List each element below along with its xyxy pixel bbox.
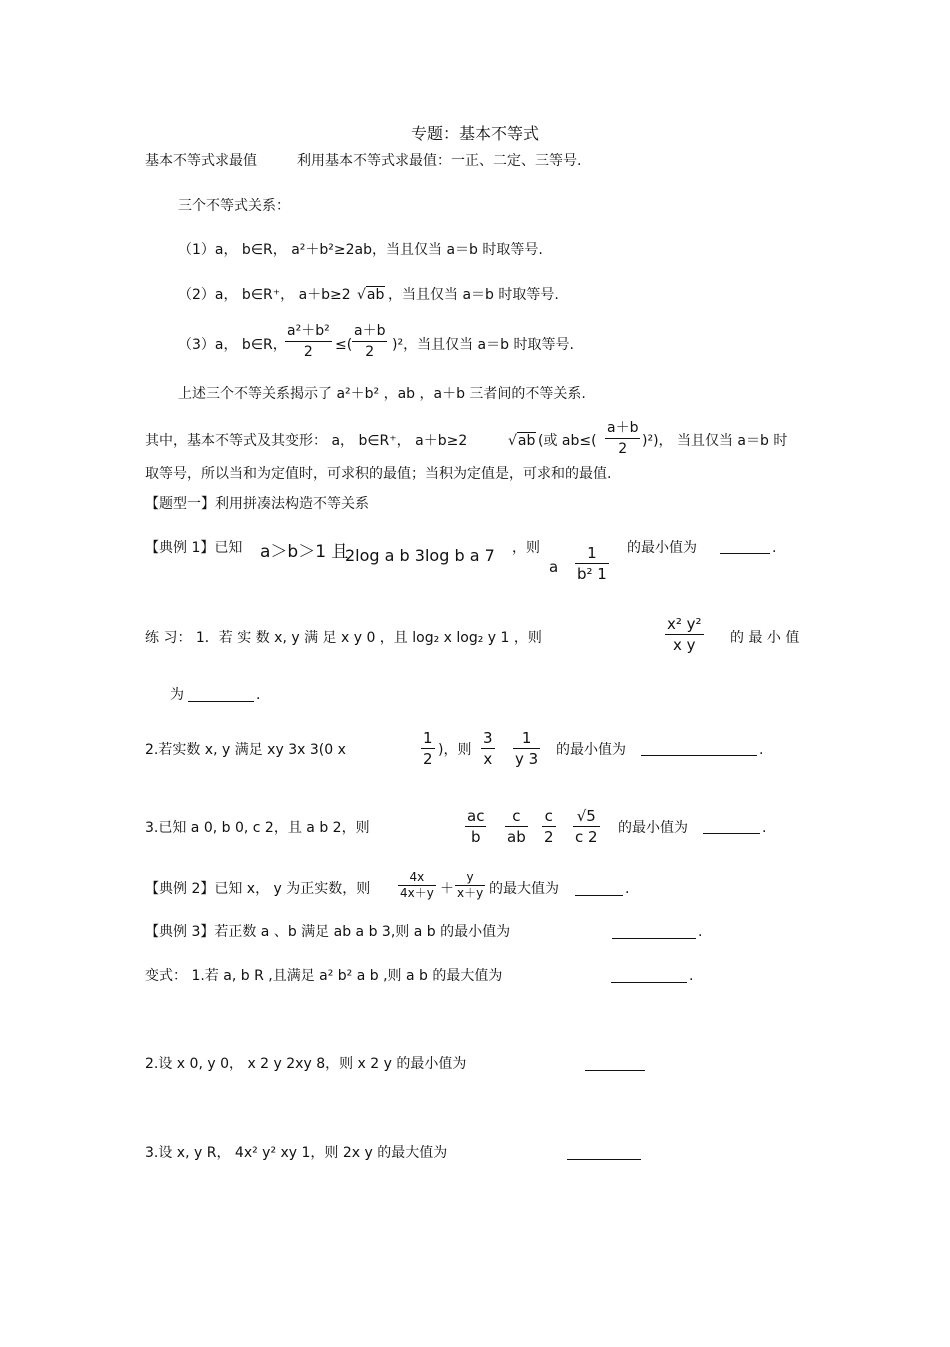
- fraction-denominator: 2: [365, 344, 375, 360]
- relation-2-radicand: ab: [366, 287, 385, 303]
- example-1-condition: a＞b＞1 且: [260, 542, 349, 562]
- relation-2-sqrt: √ab: [357, 287, 385, 303]
- fraction-denominator: b² 1: [577, 565, 607, 583]
- practice-2-end: .: [759, 742, 764, 758]
- page-title: 专题：基本不等式: [410, 124, 539, 143]
- fraction-numerator: y: [455, 870, 485, 886]
- relation-3-mid: ≤(: [335, 337, 353, 353]
- practice-2-tail: 的最小值为: [556, 742, 626, 758]
- answer-blank[interactable]: [641, 754, 757, 756]
- fraction-denominator: x: [483, 750, 493, 768]
- practice-3-pre: 3.已知 a 0, b 0, c 2，且 a b 2，则: [145, 820, 370, 836]
- example-2-fraction-1: [398, 870, 436, 901]
- example-2-pre: 【典例 2】已知 x， y 为正实数，则: [145, 881, 371, 897]
- fraction-denominator: y 3: [515, 750, 539, 768]
- practice-3-fraction-1: [465, 806, 486, 847]
- example-1-fraction: [575, 543, 609, 584]
- relation-3-pre: （3）a， b∈R，: [178, 337, 287, 353]
- relations-summary: 上述三个不等关系揭示了 a²＋b² ，ab ，a＋b 三者间的不等关系.: [178, 386, 586, 402]
- fraction-numerator: 4x: [398, 870, 436, 886]
- practice-3-fraction-2: [505, 806, 528, 847]
- practice-1-line-2: 为: [170, 687, 184, 703]
- intro-label: 基本不等式求最值: [145, 153, 257, 169]
- variant-sqrt: √ab: [508, 433, 536, 449]
- fraction-numerator: 1: [513, 728, 540, 749]
- fraction-denominator: x＋y: [457, 886, 484, 900]
- variant-line-2: 取等号，所以当和为定值时，可求积的最值；当积为定值是，可求和的最值.: [145, 466, 612, 482]
- practice-3-fraction-3: [542, 806, 556, 847]
- fraction-numerator: c: [542, 806, 556, 827]
- practice-1-tail: 的 最 小 值: [730, 630, 800, 646]
- practice-2-pre: 2.若实数 x, y 满足 xy 3x 3(0 x: [145, 742, 346, 758]
- fraction-numerator: a＋b: [605, 418, 640, 439]
- relation-3-fraction-1: [285, 321, 332, 362]
- relation-3-post: )²，当且仅当 a＝b 时取等号.: [392, 337, 574, 353]
- fraction-denominator: ab: [507, 828, 526, 846]
- variant-fraction: [605, 418, 640, 459]
- fraction-numerator: 1: [423, 729, 433, 747]
- fraction-denominator: 4x＋y: [400, 886, 434, 900]
- answer-blank[interactable]: [611, 981, 687, 983]
- example-1-var-a: a: [549, 558, 559, 576]
- fraction-denominator: 2: [423, 750, 433, 768]
- fraction-numerator: 1: [575, 543, 609, 564]
- fraction-numerator: a＋b: [352, 321, 387, 342]
- answer-blank[interactable]: [720, 552, 770, 554]
- fraction-numerator: 3: [483, 729, 493, 747]
- fraction-denominator: 2: [544, 828, 554, 846]
- example-3-end: .: [698, 924, 703, 940]
- relations-heading: 三个不等式关系：: [178, 198, 290, 214]
- variant-post: )²)， 当且仅当 a＝b 时: [642, 433, 788, 449]
- answer-blank[interactable]: [612, 937, 696, 939]
- variant-1-text: 变式： 1.若 a, b R ,且满足 a² b² a b ,则 a b 的最大值为: [145, 968, 503, 984]
- fraction-denominator: 2: [303, 344, 313, 360]
- variant-mid: (或 ab≤(: [538, 433, 597, 449]
- fraction-denominator: x y: [673, 636, 696, 654]
- relation-2-post: ，当且仅当 a＝b 时取等号.: [388, 287, 559, 303]
- example-1-label: 【典例 1】已知: [145, 540, 243, 556]
- answer-blank[interactable]: [575, 894, 623, 896]
- fraction-numerator: a²＋b²: [285, 321, 332, 342]
- variant-radicand: ab: [517, 433, 536, 449]
- fraction-numerator: ac: [467, 807, 485, 825]
- answer-blank[interactable]: [585, 1069, 645, 1071]
- example-2-tail: 的最大值为: [489, 881, 559, 897]
- answer-blank[interactable]: [188, 700, 254, 702]
- fraction-numerator: c: [505, 806, 528, 827]
- fraction-denominator: b: [470, 828, 481, 846]
- answer-blank[interactable]: [703, 832, 760, 834]
- fraction-denominator: 2: [618, 441, 628, 457]
- relation-2-pre: （2）a， b∈R⁺， a＋b≥2: [178, 287, 351, 303]
- variant-2-text: 2.设 x 0, y 0， x 2 y 2xy 8，则 x 2 y 的最小值为: [145, 1056, 467, 1072]
- example-3-text: 【典例 3】若正数 a 、b 满足 ab a b 3,则 a b 的最小值为: [145, 924, 511, 940]
- section-heading: 【题型一】利用拼凑法构造不等关系: [145, 496, 369, 512]
- example-2-end: .: [625, 881, 630, 897]
- fraction-numerator: √5: [573, 806, 600, 827]
- answer-blank[interactable]: [567, 1158, 641, 1160]
- intro-method: 利用基本不等式求最值：一正、二定、三等号.: [297, 153, 582, 169]
- variant-3-text: 3.设 x, y R， 4x² y² xy 1，则 2x y 的最大值为: [145, 1145, 448, 1161]
- example-1-then: ，则: [512, 540, 540, 556]
- example-1-equation: 2log a b 3log b a 7: [345, 546, 495, 565]
- relation-1: （1）a， b∈R， a²＋b²≥2ab，当且仅当 a＝b 时取等号.: [178, 242, 543, 258]
- practice-3-fraction-4: [573, 806, 600, 847]
- variant-pre: 其中，基本不等式及其变形： a， b∈R⁺， a＋b≥2: [145, 433, 468, 449]
- fraction-denominator: c 2: [575, 828, 598, 846]
- practice-3-tail: 的最小值为: [618, 820, 688, 836]
- practice-1-text: 练 习： 1．若 实 数 x, y 满 足 x y 0 ，且 log₂ x log₂ y 1 ，则: [145, 630, 542, 646]
- fraction-numerator: x² y²: [667, 615, 702, 633]
- variant-1-end: .: [689, 968, 694, 984]
- example-1-end: .: [772, 540, 777, 556]
- practice-3-end: .: [762, 820, 767, 836]
- practice-1-end: .: [256, 687, 261, 703]
- practice-2-fraction-2: [481, 728, 495, 769]
- practice-2-fraction-3: [513, 728, 540, 769]
- example-2-fraction-2: [455, 870, 485, 901]
- practice-2-mid: )，则: [438, 742, 472, 758]
- practice-1-fraction: [665, 614, 704, 655]
- example-1-tail: 的最小值为: [627, 540, 697, 556]
- relation-3-fraction-2: [352, 321, 387, 362]
- example-2-plus: ＋: [440, 881, 454, 897]
- practice-2-fraction-1: [421, 728, 435, 769]
